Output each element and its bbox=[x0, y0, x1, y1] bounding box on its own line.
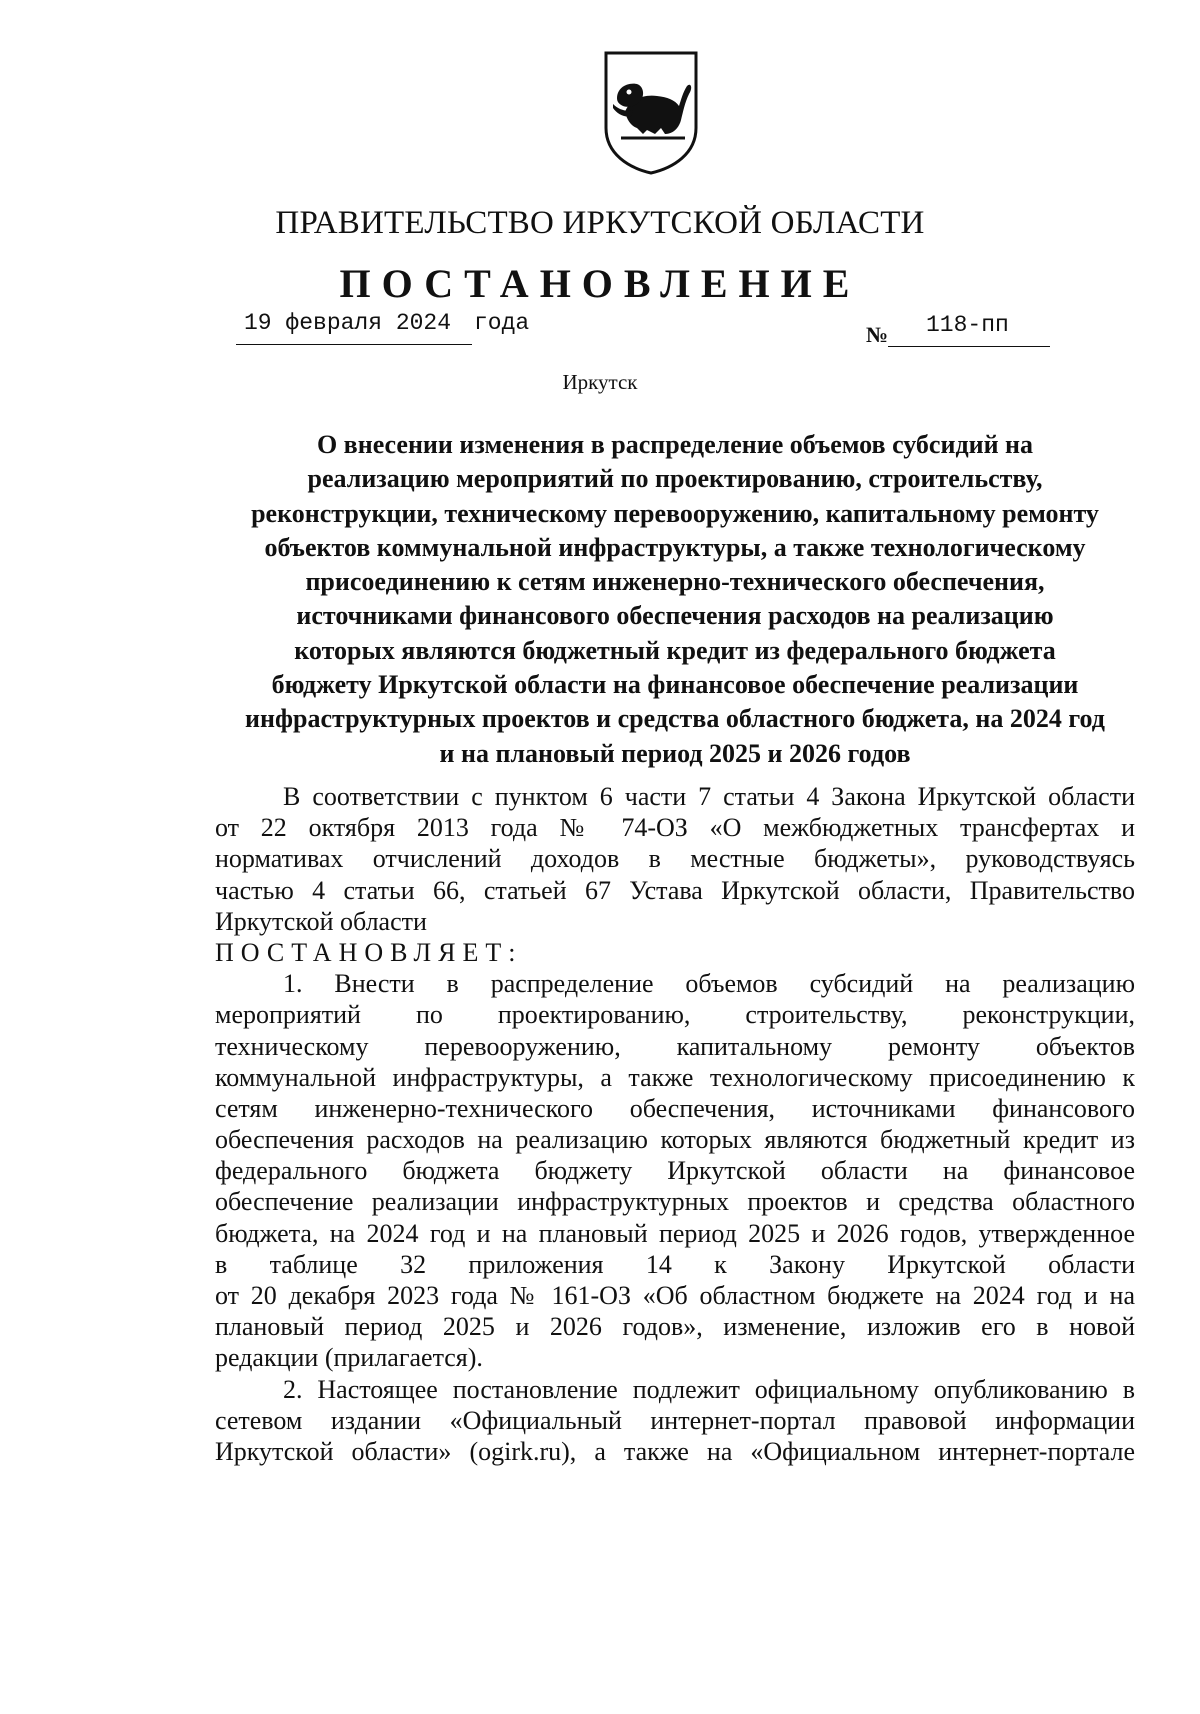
body-line: в таблице 32 приложения 14 к Закону Иркутской области bbox=[215, 1249, 1135, 1279]
body-line: бюджета, на 2024 год и на плановый период 2025 и 2026 годов, утвержденное bbox=[215, 1218, 1135, 1248]
body-line: федерального бюджета бюджету Иркутской области на финансовое bbox=[215, 1156, 1135, 1186]
number-sign: № bbox=[866, 322, 889, 347]
heading-line: объектов коммунальной инфраструктуры, а также технологическому bbox=[264, 532, 1086, 562]
body-line: частью 4 статьи 66, статьей 67 Устава Иркутской области, Правительство bbox=[215, 875, 1135, 905]
body-line: от 20 декабря 2023 года № 161-ОЗ «Об областном бюджете на 2024 год и на bbox=[215, 1281, 1135, 1310]
decree-word: ПОСТАНОВЛЯЕТ: bbox=[215, 937, 523, 967]
heading-line: источниками финансового обеспечения расходов на реализацию bbox=[296, 601, 1054, 631]
body-line: 1. Внести в распределение объемов субсидий на реализацию bbox=[283, 969, 1135, 999]
document-date: 19 февраля 2024 bbox=[244, 310, 452, 336]
body-line: Иркутской области bbox=[215, 906, 427, 936]
government-title: ПРАВИТЕЛЬСТВО ИРКУТСКОЙ ОБЛАСТИ bbox=[275, 205, 925, 241]
body-line: Иркутской области» (ogirk.ru), а также на «Официальном интернет-портале bbox=[215, 1436, 1135, 1466]
heading-line: реконструкции, техническому перевооружению, капитальному ремонту bbox=[251, 498, 1099, 528]
document-date-suffix: года bbox=[474, 310, 530, 336]
body-line: сетевом издании «Официальный интернет-портал правовой информации bbox=[215, 1405, 1135, 1435]
document-date-field bbox=[236, 308, 472, 345]
body-line: 2. Настоящее постановление подлежит официальному опубликованию в bbox=[283, 1374, 1135, 1404]
heading-line: бюджету Иркутской области на финансовое обеспечение реализации bbox=[271, 670, 1079, 700]
heading-line: О внесении изменения в распределение объемов субсидий на bbox=[316, 430, 1034, 459]
body-line: В соответствии с пунктом 6 части 7 статьи 4 Закона Иркутской области bbox=[283, 782, 1135, 811]
document-body bbox=[215, 781, 1135, 1467]
body-line: сетям инженерно-технического обеспечения, источниками финансового bbox=[215, 1093, 1135, 1123]
document-heading bbox=[205, 428, 1145, 771]
body-line: обеспечения расходов на реализацию которых являются бюджетный кредит из bbox=[215, 1125, 1135, 1155]
body-line: коммунальной инфраструктуры, а также технологическому присоединению к bbox=[215, 1062, 1135, 1092]
heading-line: которых являются бюджетный кредит из федерального бюджета bbox=[294, 635, 1056, 665]
body-line: обеспечение реализации инфраструктурных проектов и средства областного bbox=[215, 1187, 1135, 1217]
body-line: редакции (прилагается). bbox=[215, 1343, 483, 1373]
heading-line: и на плановый период 2025 и 2026 годов bbox=[439, 738, 911, 768]
heading-line: инфраструктурных проектов и средства областного бюджета, на 2024 год bbox=[245, 704, 1105, 734]
document-type: ПОСТАНОВЛЕНИЕ bbox=[339, 261, 861, 306]
document-number: 118-пп bbox=[926, 312, 1009, 338]
document-city: Иркутск bbox=[562, 370, 638, 394]
irkutsk-coat-of-arms-icon bbox=[603, 50, 699, 176]
body-line: плановый период 2025 и 2026 годов», изменение, изложив его в новой bbox=[215, 1312, 1135, 1342]
document-number-field bbox=[888, 310, 1050, 347]
body-line: техническому перевооружению, капитальному ремонту объектов bbox=[215, 1031, 1135, 1061]
body-line: нормативах отчислений доходов в местные бюджеты», руководствуясь bbox=[215, 844, 1135, 874]
body-line: от 22 октября 2013 года № 74-ОЗ «О межбюджетных трансфертах и bbox=[215, 813, 1135, 843]
heading-line: присоединению к сетям инженерно-технического обеспечения, bbox=[305, 567, 1045, 597]
heading-line: реализацию мероприятий по проектированию, строительству, bbox=[307, 464, 1043, 494]
body-line: мероприятий по проектированию, строительству, реконструкции, bbox=[215, 1000, 1135, 1030]
